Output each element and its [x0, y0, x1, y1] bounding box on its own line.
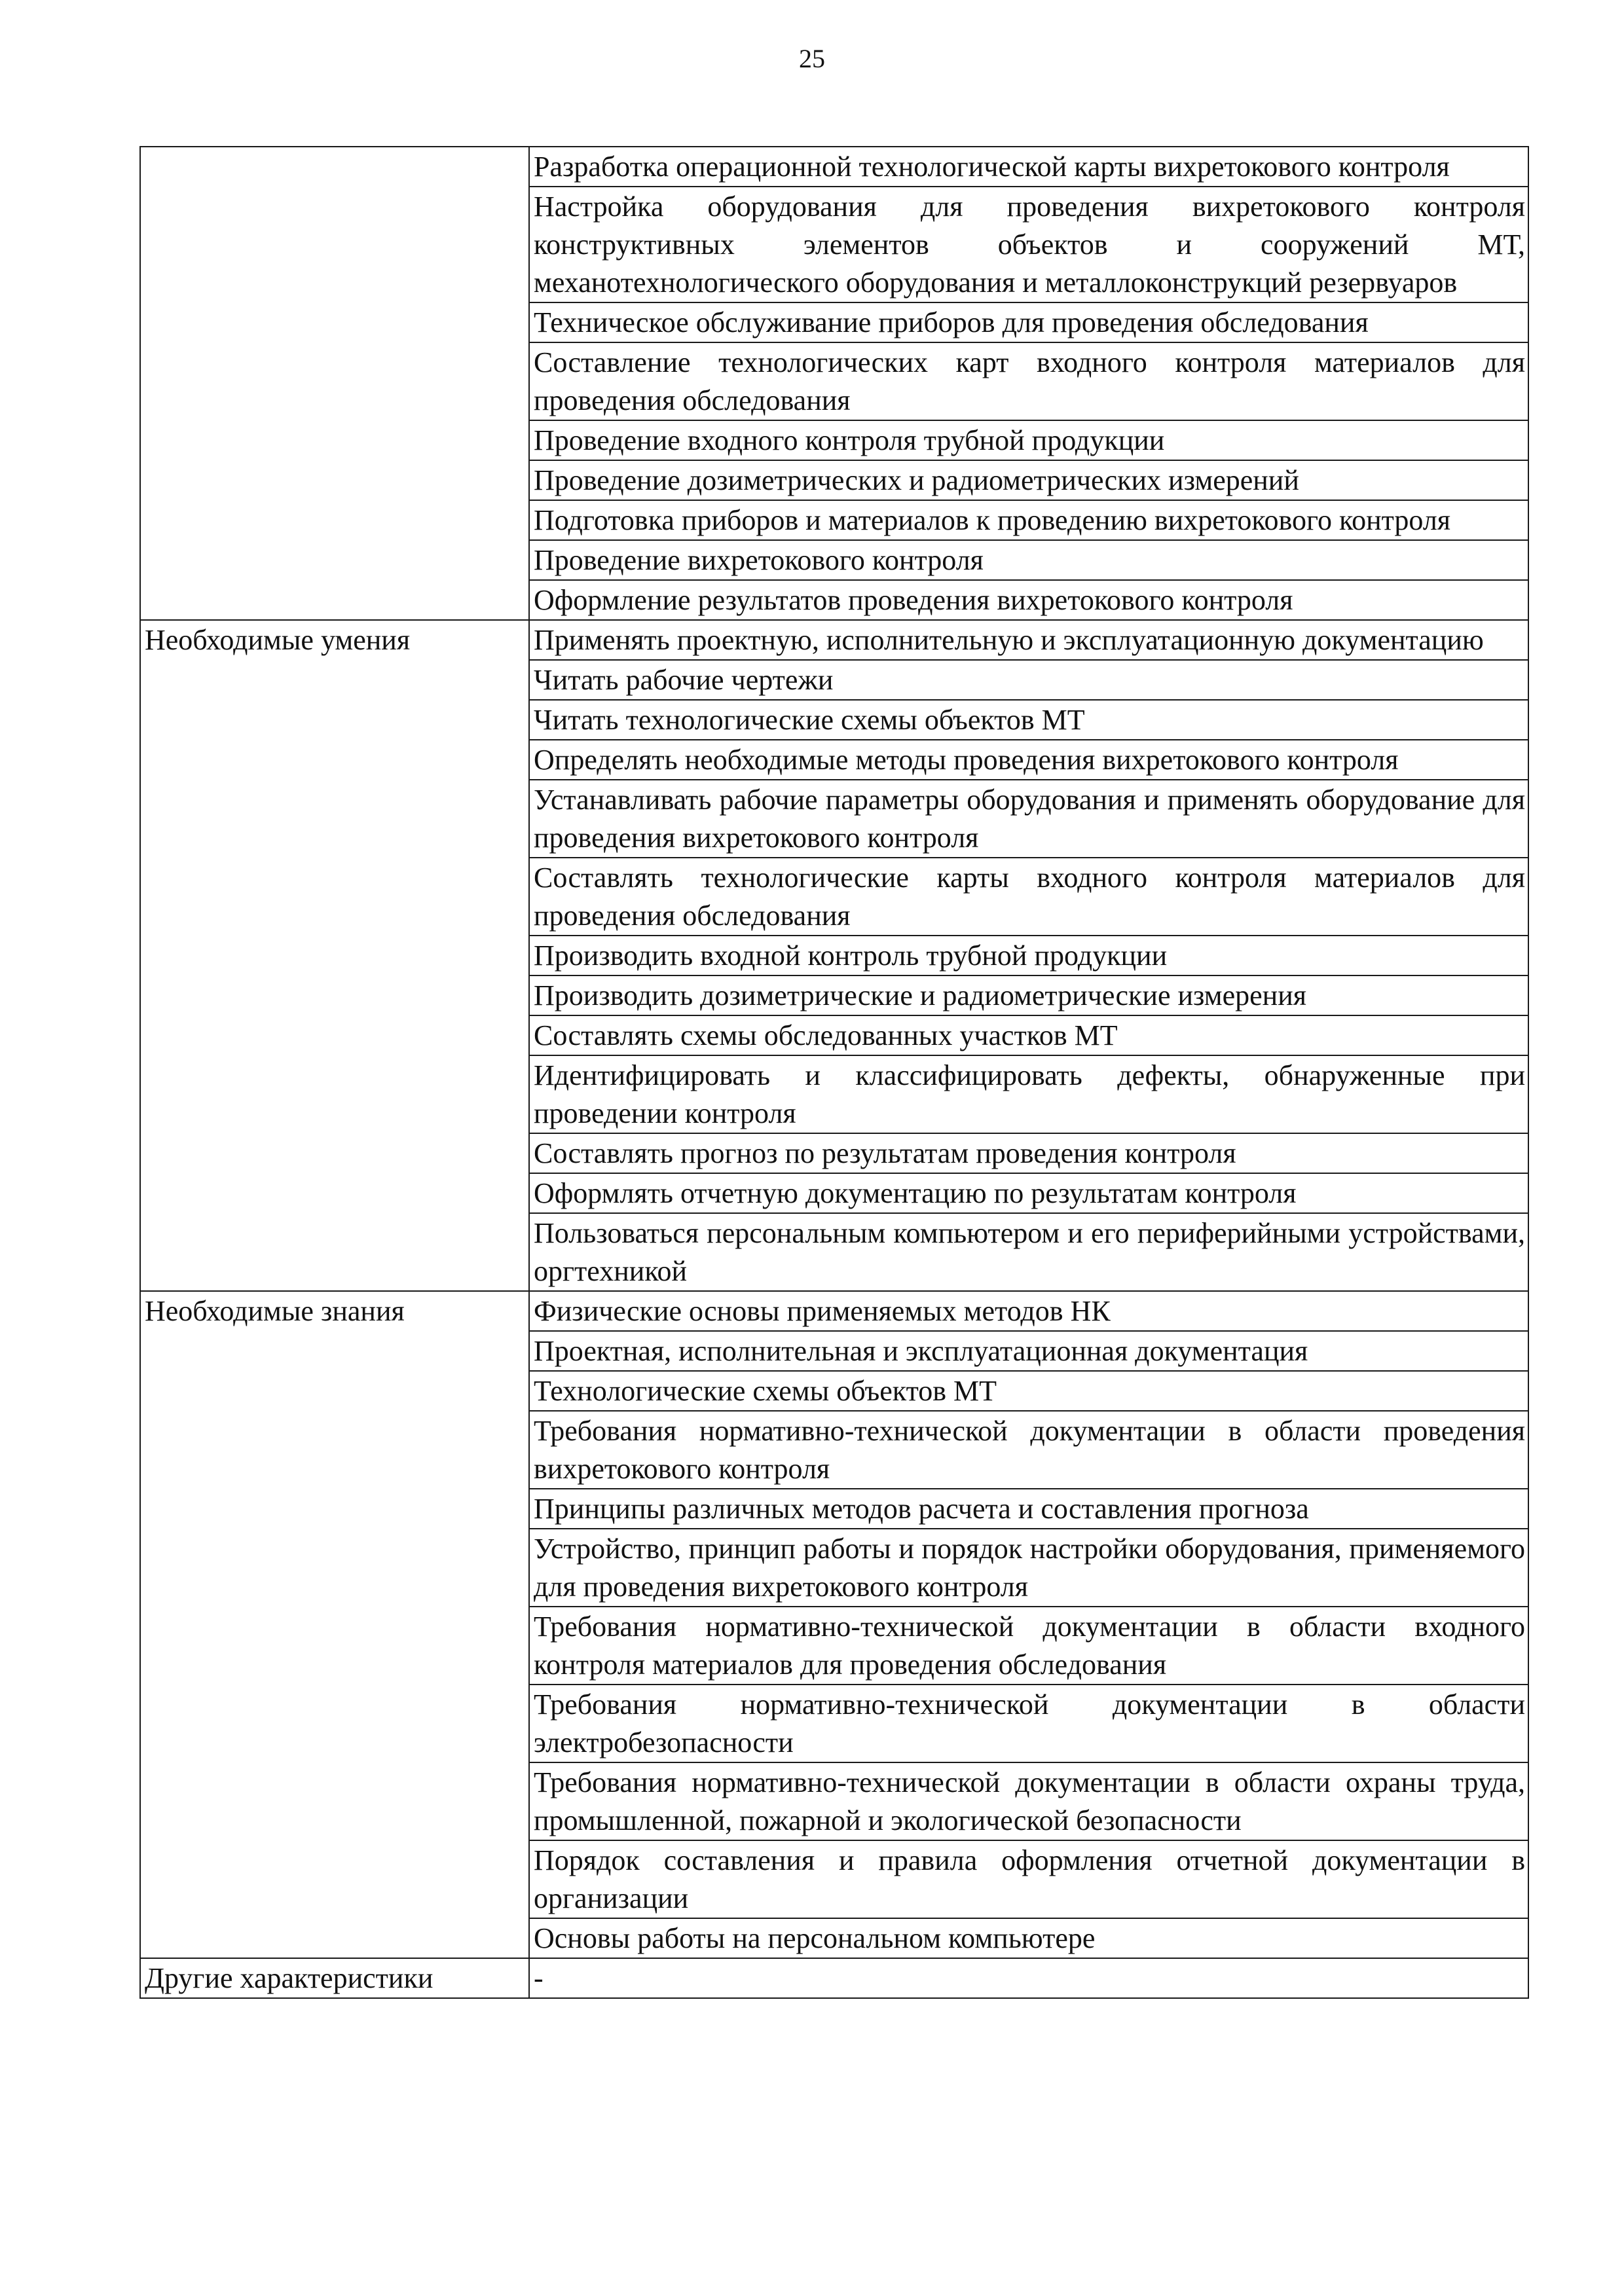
- requirement-item: Настройка оборудования для проведения вихретокового контроля конструктивных элементов объектов и сооружений МТ, механотехнологического оборудования и металлоконструкций резервуаров: [529, 187, 1528, 302]
- requirement-item: -: [529, 1958, 1528, 1998]
- requirement-item: Читать рабочие чертежи: [529, 660, 1528, 700]
- requirement-item: Составлять схемы обследованных участков МТ: [529, 1015, 1528, 1055]
- table-row: [140, 147, 1528, 187]
- requirement-item: Оформление результатов проведения вихретокового контроля: [529, 580, 1528, 620]
- requirement-item: Производить входной контроль трубной продукции: [529, 936, 1528, 975]
- section-label: [140, 147, 529, 620]
- requirement-item: Физические основы применяемых методов НК: [529, 1291, 1528, 1331]
- requirement-item: Оформлять отчетную документацию по результатам контроля: [529, 1173, 1528, 1213]
- requirement-item: Составление технологических карт входного контроля материалов для проведения обследования: [529, 342, 1528, 420]
- requirement-item: Разработка операционной технологической карты вихретокового контроля: [529, 147, 1528, 187]
- requirement-item: Идентифицировать и классифицировать дефекты, обнаруженные при проведении контроля: [529, 1055, 1528, 1133]
- requirement-item: Требования нормативно-технической документации в области проведения вихретокового контроля: [529, 1411, 1528, 1489]
- requirement-item: Производить дозиметрические и радиометрические измерения: [529, 975, 1528, 1015]
- requirement-item: Устройство, принцип работы и порядок настройки оборудования, применяемого для проведения вихретокового контроля: [529, 1529, 1528, 1607]
- section-label: Необходимые умения: [140, 620, 529, 1291]
- requirement-item: Техническое обслуживание приборов для проведения обследования: [529, 302, 1528, 342]
- requirement-item: Устанавливать рабочие параметры оборудования и применять оборудование для проведения вихретокового контроля: [529, 780, 1528, 858]
- requirement-item: Составлять технологические карты входного контроля материалов для проведения обследования: [529, 858, 1528, 936]
- requirement-item: Требования нормативно-технической документации в области охраны труда, промышленной, пожарной и экологической безопасности: [529, 1762, 1528, 1840]
- requirement-item: Применять проектную, исполнительную и эксплуатационную документацию: [529, 620, 1528, 660]
- requirement-item: Читать технологические схемы объектов МТ: [529, 700, 1528, 740]
- requirement-item: Составлять прогноз по результатам проведения контроля: [529, 1133, 1528, 1173]
- table-row: [140, 1958, 1528, 1998]
- requirement-item: Проведение дозиметрических и радиометрических измерений: [529, 460, 1528, 500]
- requirement-item: Принципы различных методов расчета и составления прогноза: [529, 1489, 1528, 1529]
- requirement-item: Проведение входного контроля трубной продукции: [529, 420, 1528, 460]
- requirement-item: Требования нормативно-технической документации в области входного контроля материалов для проведения обследования: [529, 1607, 1528, 1685]
- requirement-item: Подготовка приборов и материалов к проведению вихретокового контроля: [529, 500, 1528, 540]
- section-label: Другие характеристики: [140, 1958, 529, 1998]
- requirements-table: [139, 146, 1529, 1999]
- requirement-item: Проведение вихретокового контроля: [529, 540, 1528, 580]
- requirement-item: Основы работы на персональном компьютере: [529, 1918, 1528, 1958]
- requirement-item: Требования нормативно-технической документации в области электробезопасности: [529, 1685, 1528, 1762]
- table-row: [140, 620, 1528, 660]
- requirement-item: Технологические схемы объектов МТ: [529, 1371, 1528, 1411]
- page-number: 25: [799, 44, 825, 73]
- requirement-item: Проектная, исполнительная и эксплуатационная документация: [529, 1331, 1528, 1371]
- table-row: [140, 1291, 1528, 1331]
- requirement-item: Порядок составления и правила оформления отчетной документации в организации: [529, 1840, 1528, 1918]
- requirement-item: Определять необходимые методы проведения вихретокового контроля: [529, 740, 1528, 780]
- requirement-item: Пользоваться персональным компьютером и его периферийными устройствами, оргтехникой: [529, 1213, 1528, 1291]
- section-label: Необходимые знания: [140, 1291, 529, 1958]
